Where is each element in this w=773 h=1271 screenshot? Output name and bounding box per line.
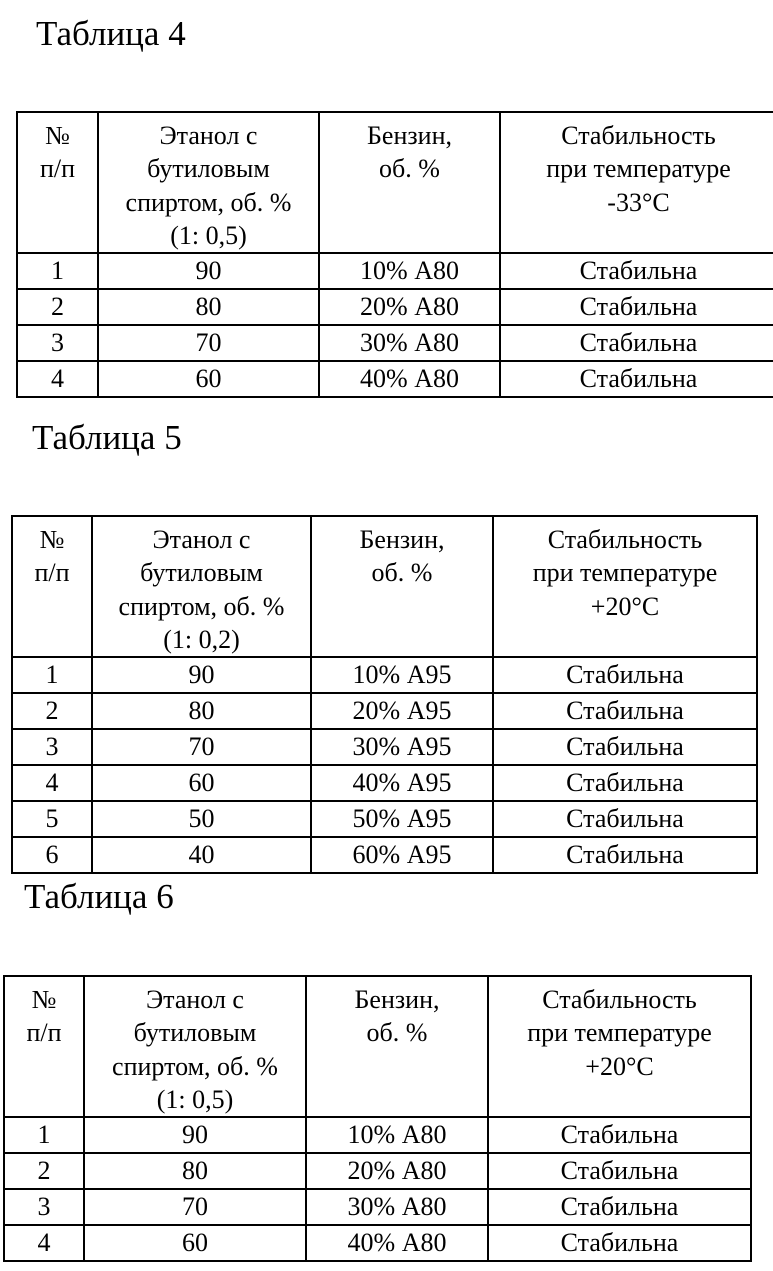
- cell-ethanol: 60: [84, 1225, 306, 1261]
- table-4-caption: Таблица 4: [36, 14, 186, 53]
- header-stability: [493, 516, 757, 657]
- cell-ethanol: 60: [92, 765, 311, 801]
- header-line: №: [45, 121, 70, 150]
- cell-gasoline: 60% А95: [311, 837, 493, 873]
- table-6-caption: Таблица 6: [24, 877, 174, 916]
- cell-gasoline: 30% А95: [311, 729, 493, 765]
- header-line: спиртом, об. %: [112, 1051, 278, 1081]
- cell-gasoline: 40% А95: [311, 765, 493, 801]
- cell-gasoline: 40% А80: [306, 1225, 488, 1261]
- header-line: об. %: [366, 1018, 428, 1048]
- header-line: бутиловым: [133, 1018, 257, 1048]
- header-line: Этанол с: [159, 121, 258, 150]
- table-row: [4, 1153, 751, 1189]
- header-line: Этанол с: [152, 525, 251, 554]
- header-line: Стабильность: [561, 121, 716, 150]
- cell-gasoline: 10% А95: [311, 657, 493, 693]
- cell-stability: Стабильна: [493, 729, 757, 765]
- table-row: [12, 693, 757, 729]
- cell-ethanol: 60: [98, 361, 319, 397]
- header-stability: [500, 112, 773, 253]
- cell-stability: Стабильна: [493, 657, 757, 693]
- cell-num: 3: [12, 729, 92, 765]
- header-line: (1: 0,5): [170, 220, 247, 250]
- cell-ethanol: 80: [98, 289, 319, 325]
- header-line: (1: 0,5): [156, 1084, 234, 1114]
- cell-stability: Стабильна: [488, 1225, 751, 1261]
- cell-num: 6: [12, 837, 92, 873]
- table-header-row: [12, 516, 757, 657]
- header-gasoline: [306, 976, 488, 1117]
- cell-stability: Стабильна: [488, 1117, 751, 1153]
- cell-ethanol: 80: [92, 693, 311, 729]
- cell-num: 4: [12, 765, 92, 801]
- cell-stability: Стабильна: [500, 289, 773, 325]
- cell-ethanol: 70: [92, 729, 311, 765]
- cell-gasoline: 30% А80: [319, 325, 500, 361]
- cell-stability: Стабильна: [488, 1153, 751, 1189]
- header-gasoline: [319, 112, 500, 253]
- cell-num: 3: [17, 325, 98, 361]
- header-stability: [488, 976, 751, 1117]
- cell-ethanol: 70: [84, 1189, 306, 1225]
- header-line: п/п: [34, 558, 70, 588]
- table-row: [12, 801, 757, 837]
- header-line: об. %: [379, 154, 440, 184]
- cell-stability: Стабильна: [500, 253, 773, 289]
- cell-ethanol: 40: [92, 837, 311, 873]
- cell-gasoline: 40% А80: [319, 361, 500, 397]
- table-row: [12, 657, 757, 693]
- table-row: [4, 1117, 751, 1153]
- cell-gasoline: 20% А80: [319, 289, 500, 325]
- cell-gasoline: 50% А95: [311, 801, 493, 837]
- cell-num: 1: [12, 657, 92, 693]
- header-line: Бензин,: [367, 121, 452, 150]
- header-line: при температуре: [546, 154, 731, 184]
- header-line: Стабильность: [542, 985, 697, 1014]
- table-row: [4, 1189, 751, 1225]
- header-ethanol: [84, 976, 306, 1117]
- cell-stability: Стабильна: [493, 765, 757, 801]
- table-5-caption: Таблица 5: [32, 418, 182, 457]
- table-row: [4, 1225, 751, 1261]
- cell-gasoline: 10% А80: [306, 1117, 488, 1153]
- header-line: об. %: [371, 558, 433, 588]
- cell-gasoline: 30% А80: [306, 1189, 488, 1225]
- cell-num: 5: [12, 801, 92, 837]
- cell-ethanol: 90: [92, 657, 311, 693]
- cell-num: 2: [4, 1153, 84, 1189]
- cell-ethanol: 70: [98, 325, 319, 361]
- table-5: [11, 515, 758, 874]
- header-line: бутиловым: [147, 154, 270, 184]
- table-4: [16, 111, 773, 398]
- header-line: +20°С: [585, 1051, 654, 1081]
- header-line: п/п: [39, 154, 76, 184]
- cell-stability: Стабильна: [500, 361, 773, 397]
- header-num: [12, 516, 92, 657]
- cell-ethanol: 90: [84, 1117, 306, 1153]
- cell-gasoline: 20% А80: [306, 1153, 488, 1189]
- table-row: [12, 765, 757, 801]
- cell-stability: Стабильна: [500, 325, 773, 361]
- cell-ethanol: 50: [92, 801, 311, 837]
- cell-num: 4: [17, 361, 98, 397]
- cell-ethanol: 90: [98, 253, 319, 289]
- cell-gasoline: 20% А95: [311, 693, 493, 729]
- cell-num: 4: [4, 1225, 84, 1261]
- header-line: +20°С: [590, 591, 660, 621]
- header-ethanol: [92, 516, 311, 657]
- cell-stability: Стабильна: [488, 1189, 751, 1225]
- header-line: Бензин,: [359, 525, 445, 554]
- cell-stability: Стабильна: [493, 837, 757, 873]
- header-line: №: [39, 525, 65, 554]
- header-line: №: [31, 985, 57, 1014]
- header-line: бутиловым: [140, 558, 263, 588]
- header-line: (1: 0,2): [163, 624, 240, 654]
- header-line: Стабильность: [547, 525, 703, 554]
- header-line: Бензин,: [354, 985, 440, 1014]
- cell-num: 2: [12, 693, 92, 729]
- header-num: [17, 112, 98, 253]
- table-row: [17, 289, 773, 325]
- header-line: -33°С: [607, 187, 670, 217]
- table-row: [17, 325, 773, 361]
- header-ethanol: [98, 112, 319, 253]
- table-row: [12, 837, 757, 873]
- cell-gasoline: 10% А80: [319, 253, 500, 289]
- cell-num: 1: [17, 253, 98, 289]
- header-line: Этанол с: [146, 985, 244, 1014]
- cell-num: 2: [17, 289, 98, 325]
- cell-stability: Стабильна: [493, 801, 757, 837]
- table-row: [12, 729, 757, 765]
- cell-ethanol: 80: [84, 1153, 306, 1189]
- header-line: п/п: [26, 1018, 62, 1048]
- table-6: [3, 975, 752, 1262]
- header-gasoline: [311, 516, 493, 657]
- header-line: при температуре: [527, 1018, 712, 1048]
- header-line: спиртом, об. %: [118, 591, 285, 621]
- cell-stability: Стабильна: [493, 693, 757, 729]
- table-row: [17, 253, 773, 289]
- cell-num: 3: [4, 1189, 84, 1225]
- table-header-row: [17, 112, 773, 253]
- header-line: при температуре: [532, 558, 718, 588]
- header-num: [4, 976, 84, 1117]
- cell-num: 1: [4, 1117, 84, 1153]
- header-line: спиртом, об. %: [125, 187, 292, 217]
- table-row: [17, 361, 773, 397]
- table-header-row: [4, 976, 751, 1117]
